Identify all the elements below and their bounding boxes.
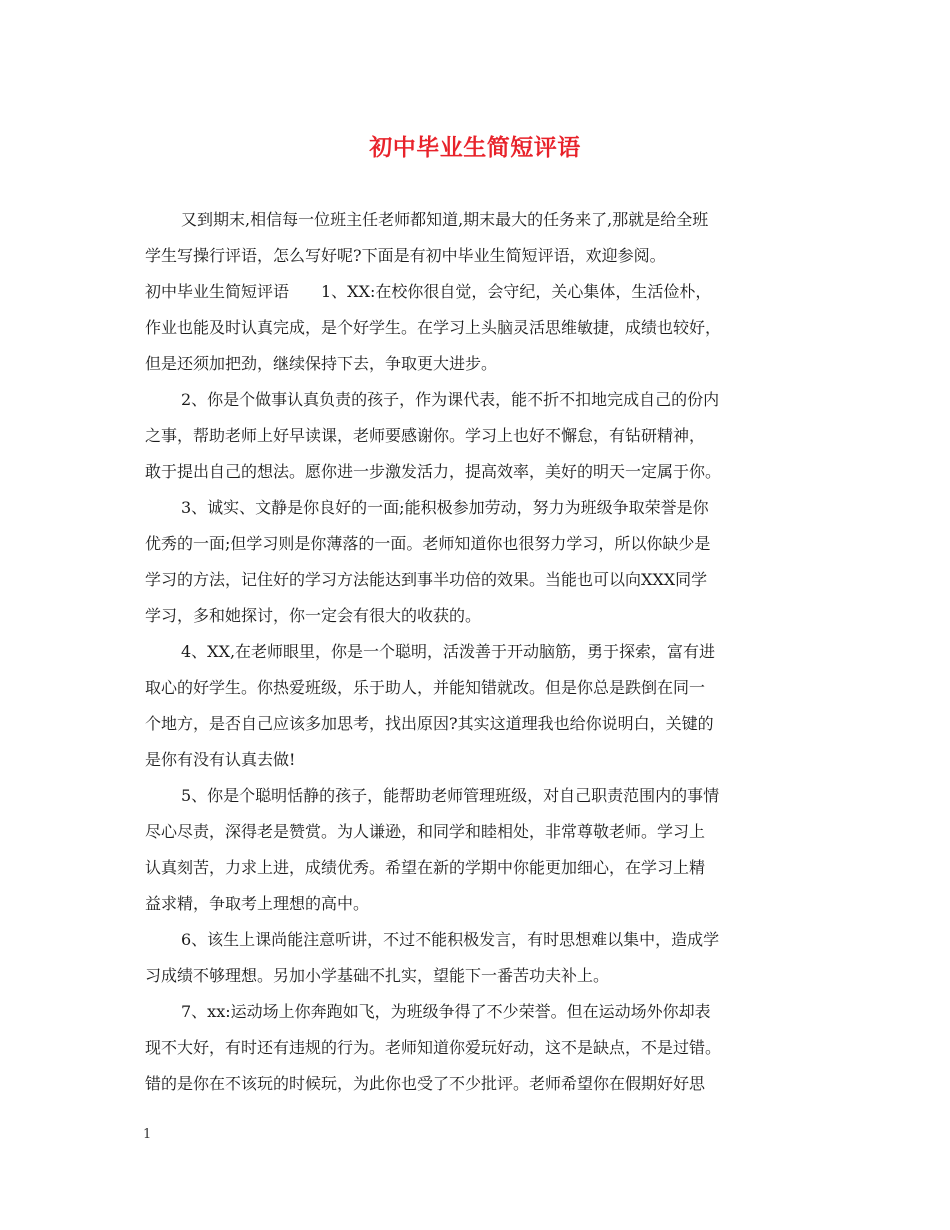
document-title: 初中毕业生简短评语 (369, 134, 581, 161)
text-line: 是你有没有认真去做! (145, 750, 296, 769)
document-body (145, 202, 810, 1102)
text-line: 学习的方法，记住好的学习方法能达到事半功倍的效果。当能也可以向XXX同学 (145, 570, 708, 589)
text-line: 敢于提出自己的想法。愿你进一步激发活力，提高效率，美好的明天一定属于你。 (145, 462, 722, 481)
text-line: 7、xx:运动场上你奔跑如飞，为班级争得了不少荣誉。但在运动场外你却表 (181, 1002, 711, 1021)
text-line: 但是还须加把劲，继续保持下去，争取更大进步。 (145, 354, 498, 373)
text-line: 错的是你在不该玩的时候玩，为此你也受了不少批评。老师希望你在假期好好思 (145, 1074, 706, 1093)
text-line: 个地方，是否自己应该多加思考，找出原因?其实这道理我也给你说明白，关键的 (145, 714, 714, 733)
text-line: 学生写操行评语，怎么写好呢?下面是有初中毕业生简短评语，欢迎参阅。 (145, 246, 666, 265)
text-line: 又到期末,相信每一位班主任老师都知道,期末最大的任务来了,那就是给全班 (181, 210, 709, 229)
text-line: 学习，多和她探讨，你一定会有很大的收获的。 (145, 606, 482, 625)
text-line: 初中毕业生简短评语 1、XX:在校你很自觉，会守纪，关心集体，生活俭朴， (145, 282, 712, 301)
text-line: 尽心尽责，深得老是赞赏。为人谦逊，和同学和睦相处，非常尊敬老师。学习上 (145, 822, 706, 841)
text-line: 3、诚实、文静是你良好的一面;能积极参加劳动，努力为班级争取荣誉是你 (181, 498, 709, 517)
text-line: 现不大好，有时还有违规的行为。老师知道你爱玩好动，这不是缺点，不是过错。 (145, 1038, 722, 1057)
text-line: 4、XX,在老师眼里，你是一个聪明，活泼善于开动脑筋，勇于探索，富有进 (181, 642, 716, 661)
page-number: 1 (143, 1127, 152, 1142)
text-line: 优秀的一面;但学习则是你薄落的一面。老师知道你也很努力学习，所以你缺少是 (145, 534, 711, 553)
text-line: 之事，帮助老师上好早读课，老师要感谢你。学习上也好不懈怠，有钻研精神， (145, 426, 706, 445)
text-line: 2、你是个做事认真负责的孩子，作为课代表，能不折不扣地完成自己的份内 (181, 390, 720, 409)
text-line: 习成绩不够理想。另加小学基础不扎实，望能下一番苦功夫补上。 (145, 966, 610, 985)
text-line: 6、该生上课尚能注意听讲，不过不能积极发言，有时思想难以集中，造成学 (181, 930, 720, 949)
text-line: 益求精，争取考上理想的高中。 (145, 894, 370, 913)
text-line: 作业也能及时认真完成，是个好学生。在学习上头脑灵活思维敏捷，成绩也较好， (145, 318, 722, 337)
text-line: 5、你是个聪明恬静的孩子，能帮助老师管理班级，对自己职责范围内的事情 (181, 786, 720, 805)
text-line: 取心的好学生。你热爱班级，乐于助人，并能知错就改。但是你总是跌倒在同一 (145, 678, 706, 697)
text-line: 认真刻苦，力求上进，成绩优秀。希望在新的学期中你能更加细心，在学习上精 (145, 858, 706, 877)
